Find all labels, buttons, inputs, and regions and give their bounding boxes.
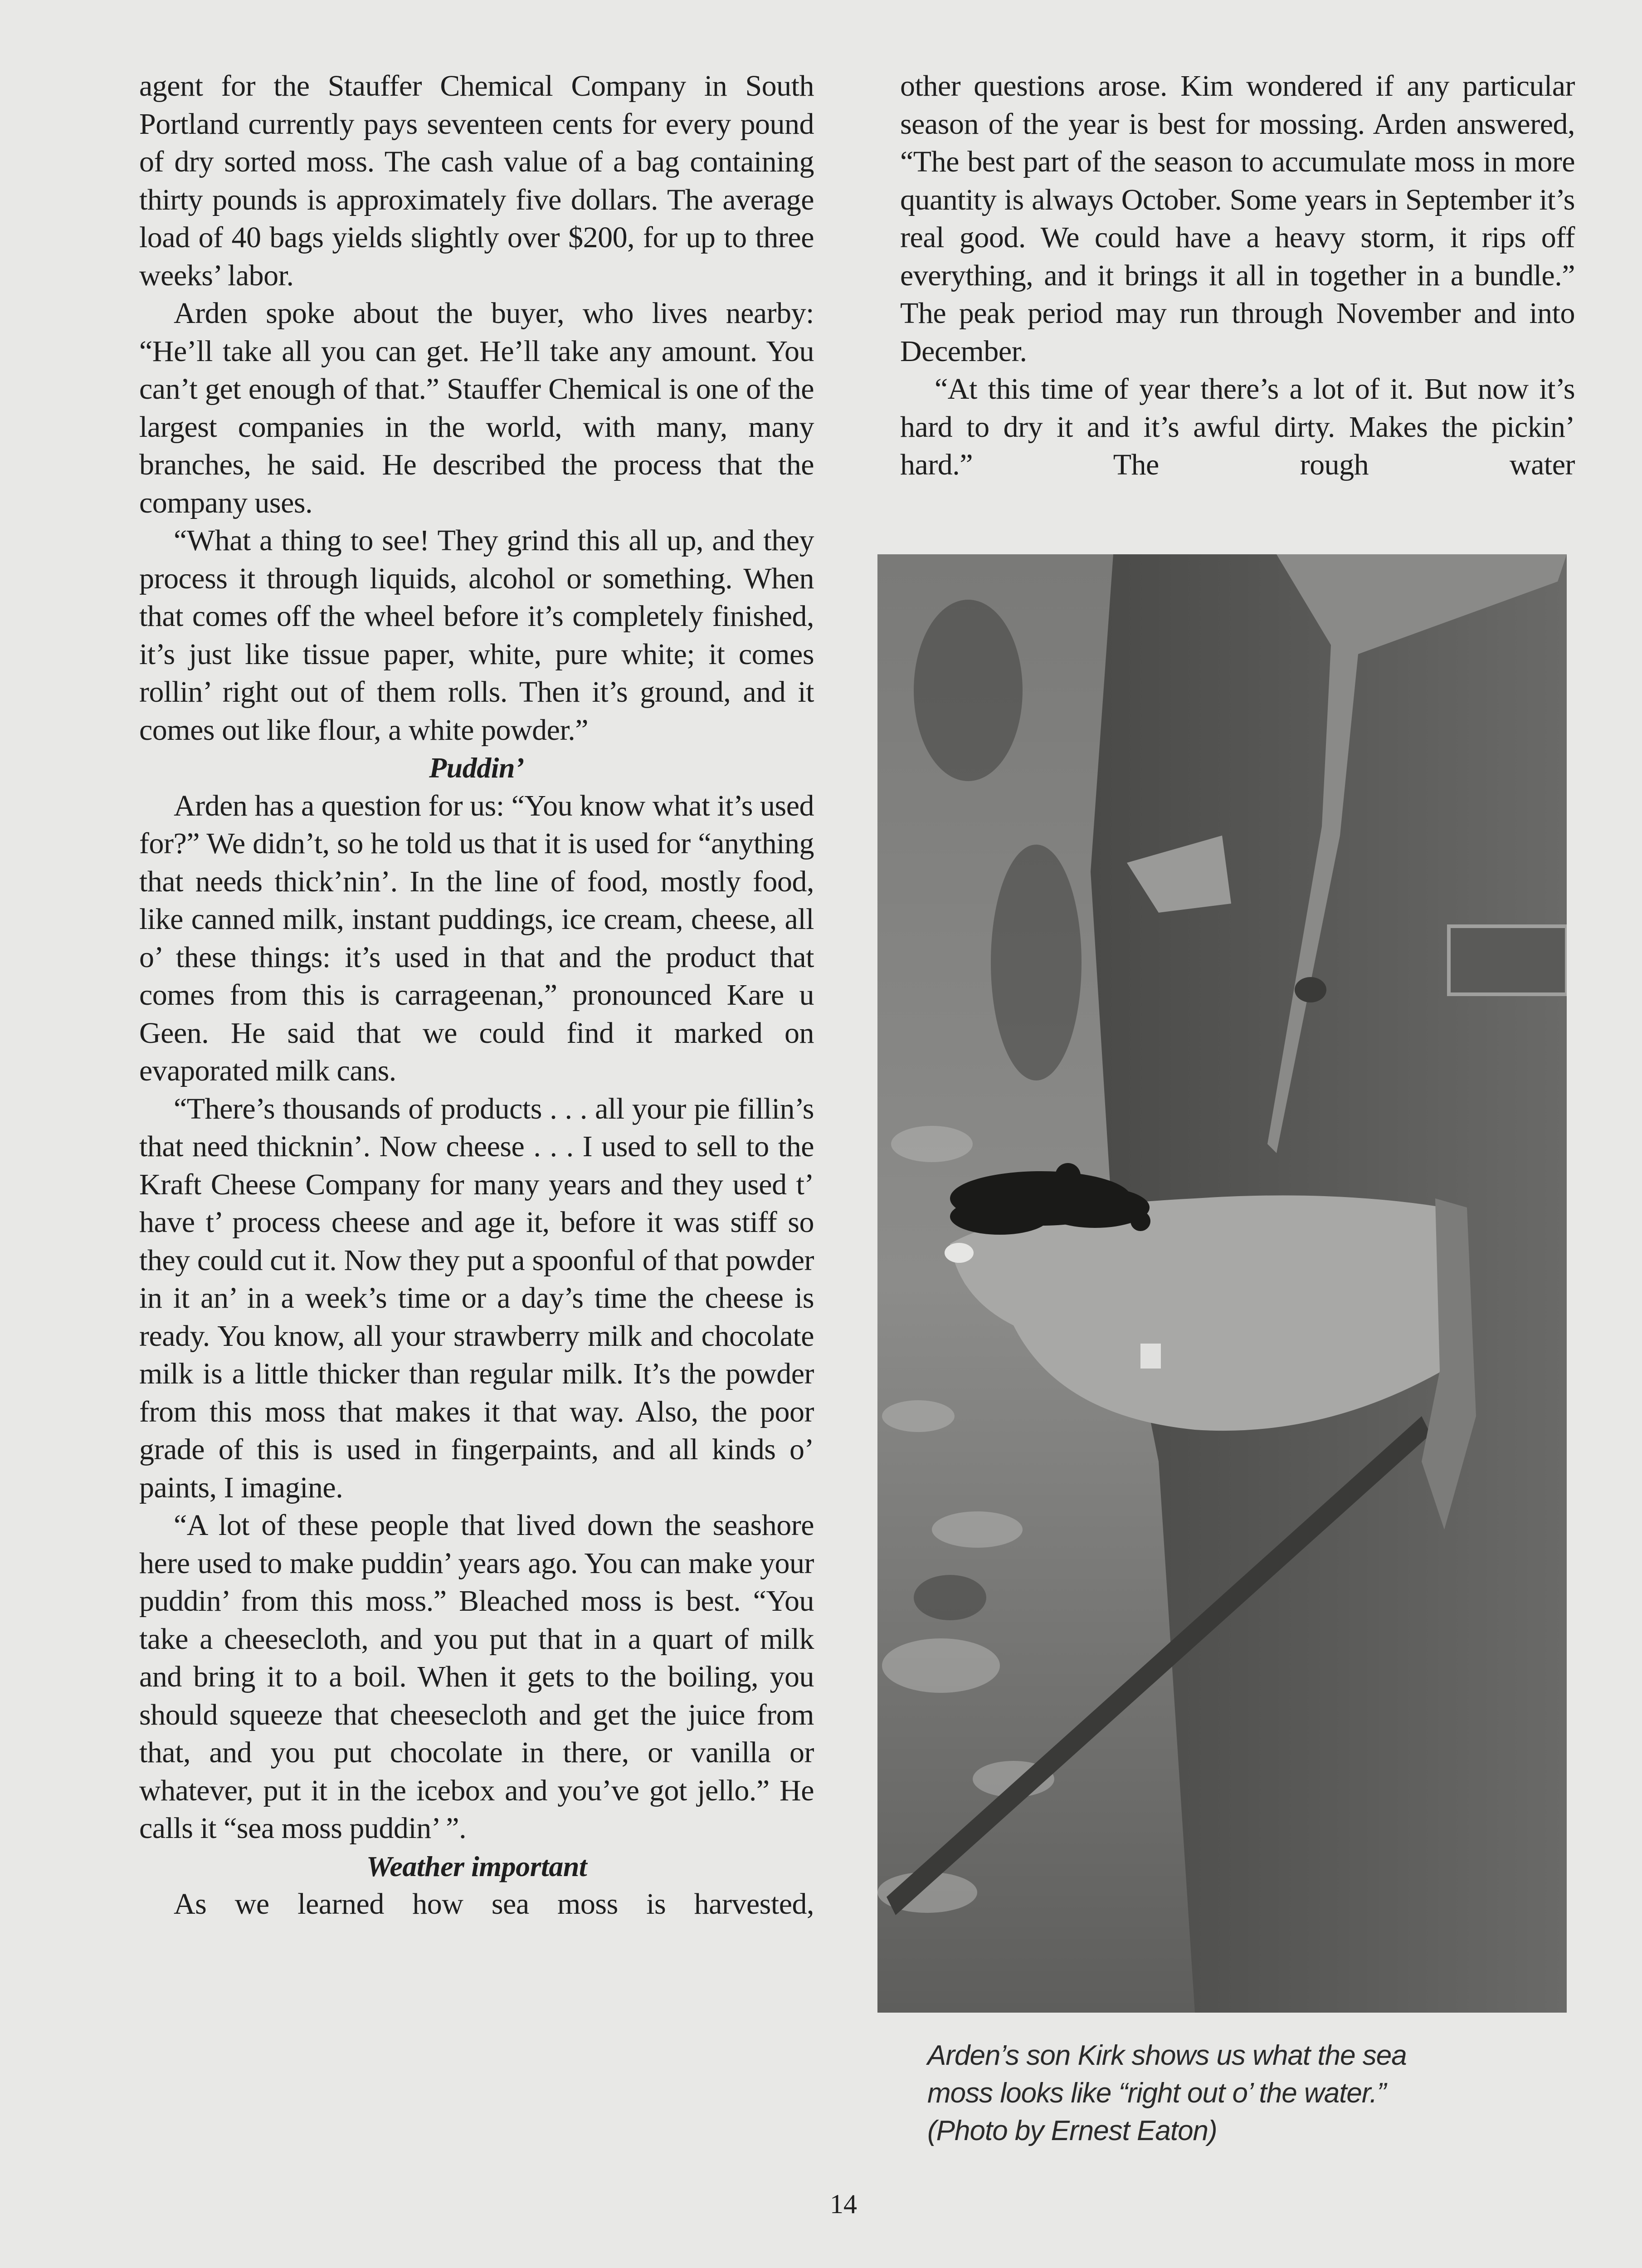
right-column: [900, 67, 1575, 484]
paragraph: agent for the Stauffer Chemical Company in South Portland currently pays seventeen cents for every pound of dry sorted moss. The cash value of a bag containing thirty pounds is approximately five dollars. The average load of 40 bags yields slightly over $200, for up to three weeks’ labor.: [139, 69, 814, 292]
paragraph: “What a thing to see! They grind this all up, and they process it through liquids, alcohol or something. When that comes off the wheel before it’s completely finished, it’s just like tissue paper, white, pure white; it comes rollin’ right out of them rolls. Then it’s ground, and it comes out like flour, a white powder.”: [139, 524, 814, 747]
caption-line: Arden’s son Kirk shows us what the sea: [927, 2040, 1407, 2071]
section-subhead-weather: Weather important: [366, 1850, 587, 1882]
photo-illustration: [877, 554, 1567, 2013]
paragraph: “At this time of year there’s a lot of it. But now it’s hard to dry it and it’s awful dirty. Makes the pickin’ hard.” The rough water: [900, 372, 1575, 481]
caption-line: (Photo by Ernest Eaton): [927, 2115, 1217, 2146]
paragraph: As we learned how sea moss is harvested,: [174, 1887, 814, 1921]
photo-caption: [927, 2037, 1585, 2150]
section-subhead-puddin: Puddin’: [429, 752, 524, 784]
left-column: [139, 67, 814, 1923]
paragraph: “There’s thousands of products . . . all your pie fillin’s that need thicknin’. Now cheese . . . I used to sell to the Kraft Cheese Company for many years and they used t’ have t’ process cheese and age it, before it was stiff so they could cut it. Now they put a spoonful of that powder in it an’ in a week’s time or a day’s time the cheese is ready. You know, all your strawberry milk and chocolate milk is a little thicker than regular milk. It’s the powder from this moss that makes it that way. Also, the poor grade of this is used in fingerpaints, and all kinds o’ paints, I imagine.: [139, 1092, 814, 1504]
page-number: 14: [830, 2189, 857, 2219]
paragraph: other questions arose. Kim wondered if any particular season of the year is best for mossing. Arden answered, “The best part of the season to accumulate moss in more quantity is always October. Some years in September it’s real good. We could have a heavy storm, it rips off everything, and it brings it all in together in a bundle.” The peak period may run through November and into December.: [900, 69, 1575, 368]
photo-hand-holding-sea-moss: [877, 554, 1567, 2013]
paragraph: Arden has a question for us: “You know what it’s used for?” We didn’t, so he told us that it is used for “anything that needs thick’nin’. In the line of food, mostly food, like canned milk, instant puddings, ice cream, cheese, all o’ these things: it’s used in that and the product that comes from this is carrageenan,” pronounced Kare u Geen. He said that we could find it marked on evaporated milk cans.: [139, 789, 814, 1087]
paragraph: “A lot of these people that lived down the seashore here used to make puddin’ years ago. You can make your puddin’ from this moss.” Bleached moss is best. “You take a cheesecloth, and you put that in a quart of milk and bring it to a boil. When it gets to the boiling, you should squeeze that cheesecloth and get the juice from that, and you put chocolate in there, or vanilla or whatever, put it in the icebox and you’ve got jello.” He calls it “sea moss puddin’ ”.: [139, 1509, 814, 1845]
paragraph: Arden spoke about the buyer, who lives nearby: “He’ll take all you can get. He’ll take any amount. You can’t get enough of that.” Stauffer Chemical is one of the largest companies in the world, with many, many branches, he said. He described the process that the company uses.: [139, 297, 814, 519]
caption-line: moss looks like “right out o’ the water.”: [927, 2077, 1386, 2109]
